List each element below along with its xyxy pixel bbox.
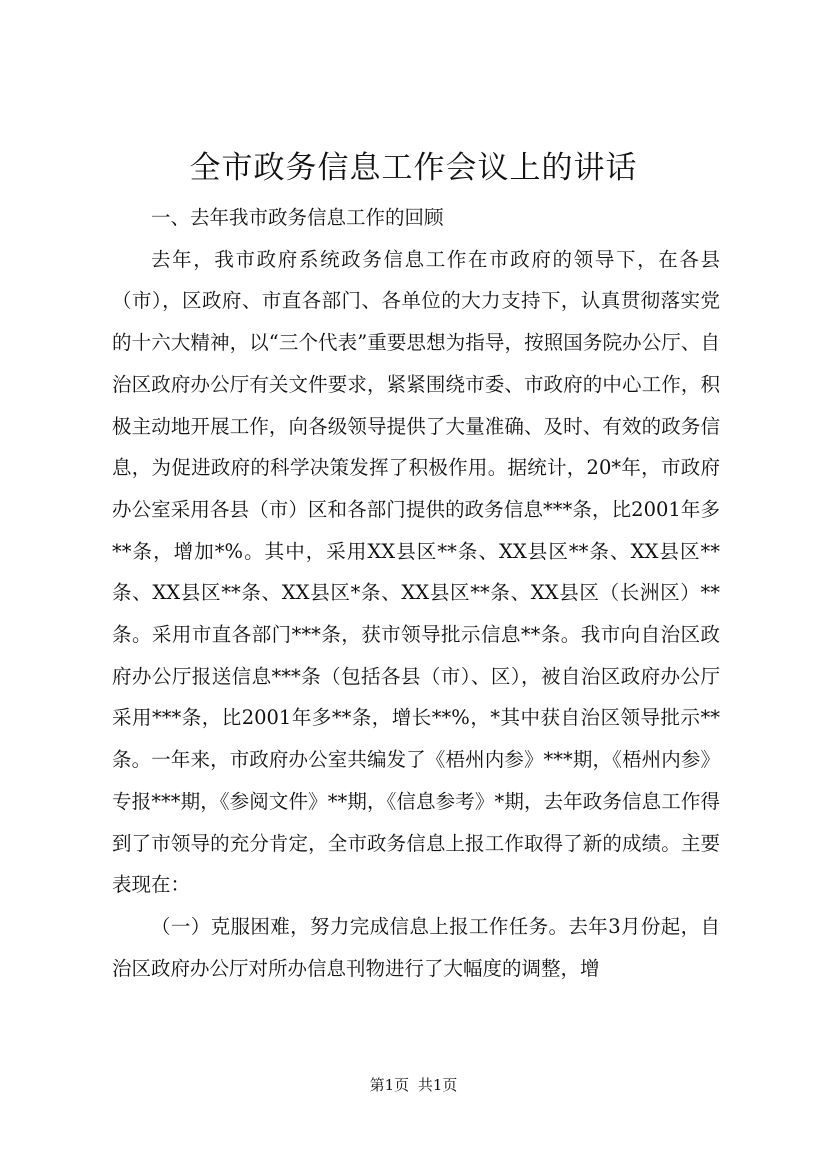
document-body: [112, 197, 720, 989]
section-heading: 一、去年我市政务信息工作的回顾: [151, 206, 444, 229]
page-number-footer: 第1页 共1页: [369, 1076, 458, 1094]
paragraph-review: 去年，我市政府系统政务信息工作在市政府的领导下，在各县（市），区政府、市直各部门、各单位的大力支持下，认真贯彻落实党的十六大精神，以“三个代表”重要思想为指导，按照国务院办公厅、自治区政府办公厅有关文件要求，紧紧围绕市委、市政府的中心工作，积极主动地开展工作，向各级领导提供了大量准确、及时、有效的政务信息，为促进政府的科学决策发挥了积极作用。据统计，20*年，市政府办公室采用各县（市）区和各部门提供的政务信息***条，比2001年多**条，增加*%。其中，采用XX县区**条、XX县区**条、XX县区**条、XX县区**条、XX县区*条、XX县区**条、XX县区（长洲区）**条。采用市直各部门***条，获市领导批示信息**条。我市向自治区政府办公厅报送信息***条（包括各县（市）、区），被自治区政府办公厅采用***条，比2001年多**条，增长**%，*其中获自治区领导批示**条。一年来，市政府办公室共编发了《梧州内参》***期，《梧州内参》专报***期，《参阅文件》**期，《信息参考》*期，去年政务信息工作得到了市领导的充分肯定，全市政务信息上报工作取得了新的成绩。主要表现在：: [112, 247, 720, 897]
document-title: 全市政务信息工作会议上的讲话: [189, 150, 638, 186]
paragraph-item-one: （一）克服困难，努力完成信息上报工作任务。去年3月份起，自治区政府办公厅对所办信息刊物进行了大幅度的调整，增: [112, 914, 720, 980]
